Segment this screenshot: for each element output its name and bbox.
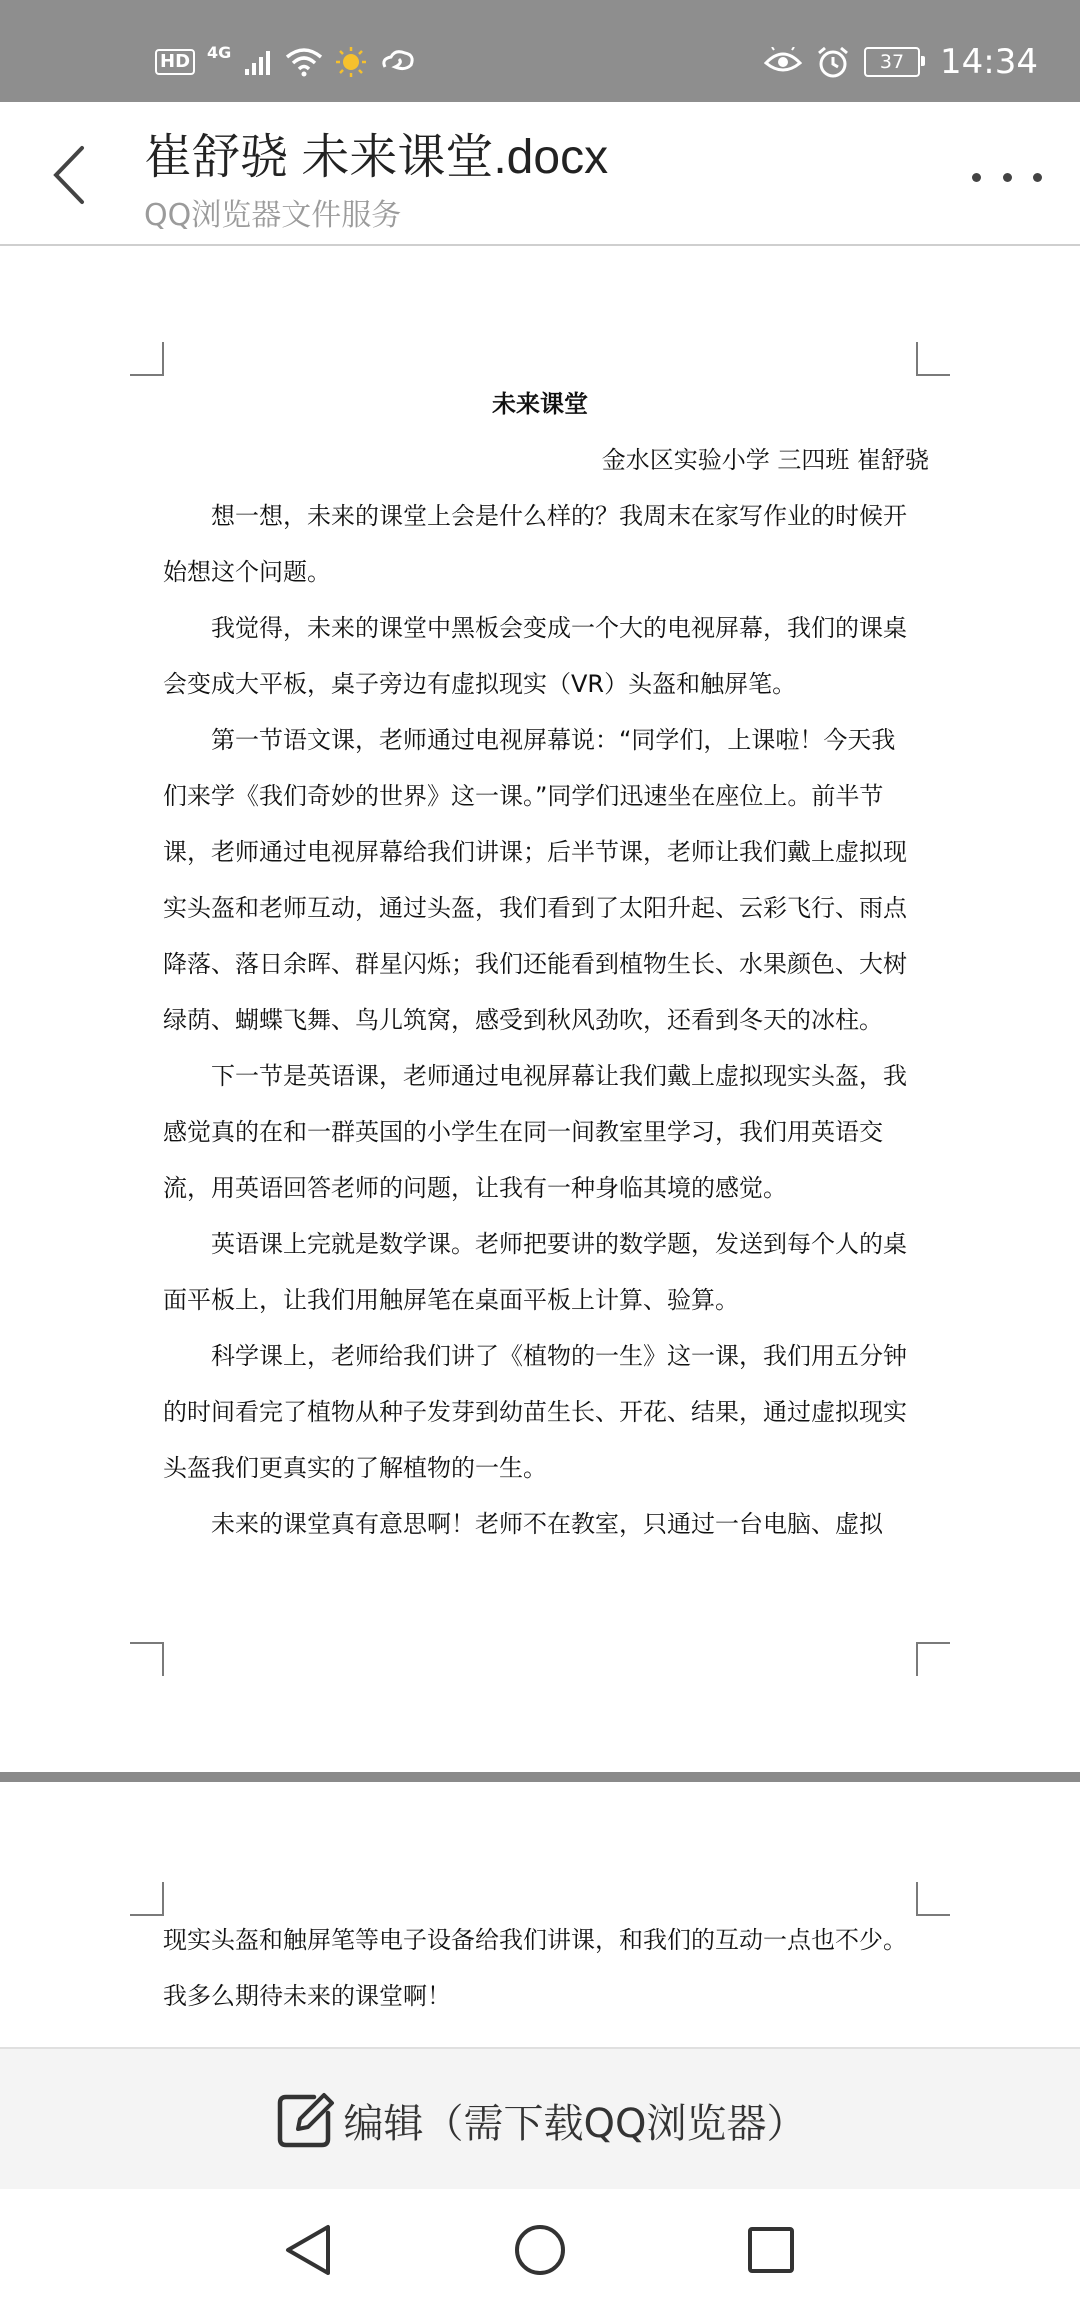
document-viewer[interactable] — [0, 246, 1080, 1776]
document-title: 崔舒骁 未来课堂.docx — [144, 131, 609, 184]
document-page-1 — [163, 376, 929, 1552]
alarm-icon — [816, 45, 850, 79]
page-corner-mark — [916, 342, 950, 376]
cloud-app-icon — [379, 47, 417, 77]
network-type-label: 4G — [207, 42, 232, 62]
signal-icon — [243, 47, 273, 77]
page-corner-mark — [130, 342, 164, 376]
document-page-2 — [163, 1912, 917, 2024]
hd-badge: HD — [155, 49, 195, 75]
page-corner-mark — [916, 1642, 950, 1676]
eye-comfort-icon — [764, 47, 802, 77]
page-corner-mark — [130, 1882, 164, 1916]
battery-level: 37 — [879, 51, 905, 73]
paragraph: 想一想，未来的课堂上会是什么样的？我周末在家写作业的时候开始想这个问题。 — [163, 502, 907, 586]
edit-button-label[interactable]: 编辑（需下载QQ浏览器） — [343, 2100, 807, 2147]
weather-sun-icon — [335, 46, 367, 78]
nav-back-icon[interactable] — [278, 2219, 340, 2281]
clock: 14:34 — [940, 42, 1038, 82]
paragraph: 未来的课堂真有意思啊！老师不在教室，只通过一台电脑、虚拟 — [211, 1510, 883, 1538]
edit-icon — [274, 2089, 336, 2151]
wifi-icon — [285, 47, 323, 77]
nav-home-icon[interactable] — [509, 2219, 571, 2281]
page-separator — [0, 1772, 1080, 1782]
status-right — [764, 36, 1038, 88]
paragraph: 第一节语文课，老师通过电视屏幕说：“同学们，上课啦！今天我们来学《我们奇妙的世界》这一课。”同学们迅速坐在座位上。前半节课，老师通过电视屏幕给我们讲课；后半节课，老师让我们戴上虚拟现实头盔和老师互动，通过头盔，我们看到了太阳升起、云彩飞行、雨点降落、落日余晖、群星闪烁；我们还能看到植物生长、水果颜色、大树绿荫、蝴蝶飞舞、鸟儿筑窝，感受到秋风劲吹，还看到冬天的冰柱。 — [163, 726, 907, 1034]
paragraph-continued: 现实头盔和触屏笔等电子设备给我们讲课，和我们的互动一点也不少。我多么期待未来的课堂啊！ — [163, 1926, 907, 2010]
status-bar — [0, 0, 1080, 102]
paragraph: 下一节是英语课，老师通过电视屏幕让我们戴上虚拟现实头盔，我感觉真的在和一群英国的小学生在同一间教室里学习，我们用英语交流，用英语回答老师的问题，让我有一种身临其境的感觉。 — [163, 1062, 907, 1202]
nav-recents-icon[interactable] — [740, 2219, 802, 2281]
essay-title: 未来课堂 — [492, 390, 588, 418]
service-subtitle: QQ浏览器文件服务 — [144, 198, 402, 233]
more-options-icon[interactable] — [972, 162, 1042, 192]
app-header — [0, 102, 1080, 246]
back-arrow-icon[interactable] — [42, 140, 102, 210]
paragraph: 我觉得，未来的课堂中黑板会变成一个大的电视屏幕，我们的课桌会变成大平板，桌子旁边有虚拟现实（VR）头盔和触屏笔。 — [163, 614, 907, 698]
essay-byline: 金水区实验小学 三四班 崔舒骁 — [601, 446, 929, 474]
battery-icon — [864, 47, 920, 77]
paragraph: 英语课上完就是数学课。老师把要讲的数学题，发送到每个人的桌面平板上，让我们用触屏笔在桌面平板上计算、验算。 — [163, 1230, 907, 1314]
page-corner-mark — [916, 1882, 950, 1916]
system-nav-bar — [0, 2189, 1080, 2310]
edit-bar[interactable] — [0, 2047, 1080, 2191]
page-corner-mark — [130, 1642, 164, 1676]
status-left — [155, 36, 417, 88]
paragraph: 科学课上，老师给我们讲了《植物的一生》这一课，我们用五分钟的时间看完了植物从种子发芽到幼苗生长、开花、结果，通过虚拟现实头盔我们更真实的了解植物的一生。 — [163, 1342, 907, 1482]
